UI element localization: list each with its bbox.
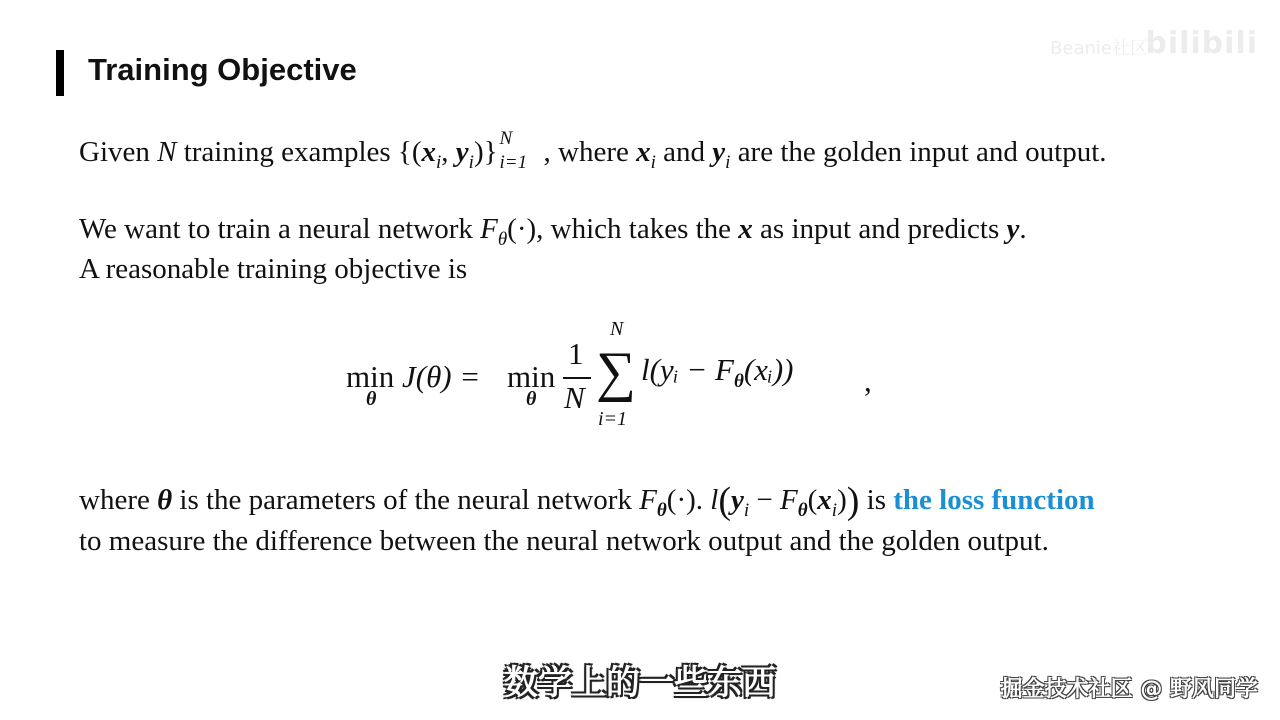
- math-args: (·).: [666, 484, 711, 516]
- math-sub-i: i: [436, 152, 442, 173]
- text: Given: [79, 136, 158, 168]
- loss-function-highlight: the loss function: [893, 484, 1095, 516]
- math-right-paren: ): [846, 480, 860, 522]
- text: as input and predicts: [752, 213, 1007, 245]
- bilibili-logo: bilibili: [1145, 26, 1258, 61]
- formula-sum-upper: N: [610, 318, 624, 340]
- math-F: F: [480, 213, 498, 245]
- formula-objective-J: J(θ) =: [402, 359, 481, 394]
- formula-loss-tail: (xᵢ)): [743, 352, 794, 387]
- math-y: y: [712, 136, 726, 168]
- math-y: y: [455, 136, 469, 168]
- formula-fraction-denominator: N: [564, 380, 585, 415]
- math-sub-i: i: [725, 152, 731, 173]
- math-paren: ): [837, 484, 847, 516]
- watermark: 掘金技术社区 @ 野风同学: [1000, 677, 1258, 702]
- math-sub-i: i: [650, 152, 656, 173]
- formula-comma: ,: [864, 363, 872, 398]
- math-sub-range: i=1: [499, 152, 528, 173]
- math-left-paren: (: [718, 480, 731, 522]
- math-sub-theta: θ: [797, 500, 808, 521]
- formula-fraction-bar: [563, 377, 591, 379]
- math-x: x: [817, 484, 832, 516]
- logo-prefix-text: Beanie社区: [1050, 38, 1148, 59]
- paragraph-loss-purpose: to measure the difference between the neural network output and the golden output.: [79, 525, 1049, 557]
- math-sub-i: i: [468, 152, 474, 173]
- text: is: [859, 484, 894, 516]
- formula-min-right: min: [507, 359, 556, 394]
- text: We want to train a neural network: [79, 213, 481, 245]
- text: training examples {(: [176, 136, 422, 168]
- math-l: l: [710, 484, 719, 516]
- slide-title: Training Objective: [88, 52, 357, 87]
- math-y: y: [731, 484, 744, 516]
- math-N: N: [157, 136, 177, 168]
- math-paren: (: [807, 484, 818, 516]
- text: .: [1019, 213, 1027, 245]
- formula-loss-term: [641, 352, 793, 393]
- math-sub-i: i: [743, 500, 750, 521]
- math-sub-i: i: [831, 500, 838, 521]
- formula-sum-lower: i=1: [598, 408, 628, 430]
- math-sub-theta: θ: [497, 229, 508, 250]
- formula-min-sub-theta: θ: [526, 388, 537, 410]
- math-x: x: [738, 213, 753, 245]
- math-F: F: [639, 484, 657, 516]
- text: and: [655, 136, 713, 168]
- math-sub-theta: θ: [733, 371, 744, 392]
- math-F: F: [780, 484, 798, 516]
- math-x: x: [421, 136, 437, 168]
- formula-fraction-numerator: 1: [568, 336, 584, 371]
- math-theta: θ: [157, 484, 173, 516]
- math-x: x: [636, 136, 651, 168]
- text: , where: [543, 136, 637, 168]
- video-subtitle: 数学上的一些东西: [504, 663, 776, 703]
- text: , which takes the: [536, 213, 739, 245]
- text: ,: [441, 136, 456, 168]
- math-minus: −: [749, 484, 781, 516]
- formula-min-left: min: [346, 359, 395, 394]
- math-args: (·): [507, 213, 537, 245]
- formula-min-sub-theta: θ: [366, 388, 377, 410]
- formula-sum-sign: ∑: [596, 341, 636, 403]
- math-sub-theta: θ: [656, 500, 667, 521]
- math-y: y: [1006, 213, 1020, 245]
- text: are the golden input and output.: [730, 136, 1107, 168]
- formula-loss-text: l(yᵢ − F: [641, 352, 734, 387]
- math-sup-N: N: [499, 128, 513, 149]
- text: where: [79, 484, 158, 516]
- paragraph-objective-intro: A reasonable training objective is: [79, 253, 468, 285]
- text: )}: [473, 136, 498, 168]
- text: is the parameters of the neural network: [172, 484, 640, 516]
